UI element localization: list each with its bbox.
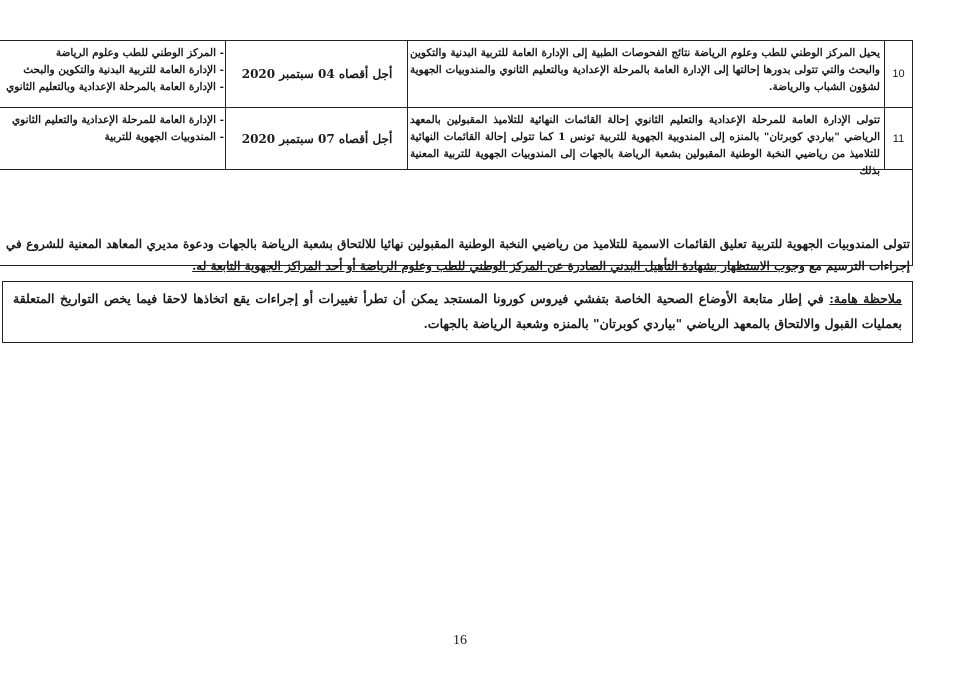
column-divider [225,41,226,107]
row-deadline: أجل أقصاه 07 سبتمبر 2020 [241,131,393,146]
table-row [0,108,913,177]
note-text: تتولى المندوبيات الجهوية للتربية تعليق القائمات الاسمية للتلاميذ من رياضيي النخبة الوطنية المقبولين نهائيا للالتحاق بشعبة الرياضة بالجهات ودعوة مديري المعاهد المعنية للشروع في إجراءات الترسيم مع [6,237,910,273]
column-divider [407,41,408,107]
entity-item: - المندوبيات الجهوية للتربية [104,131,224,143]
remark-text: في إطار متابعة الأوضاع الصحية الخاصة بتفشي فيروس كورونا المستجد يمكن أن تطرأ تغييرات أو إجراءات يقع اتخاذها لاحقا فيما يخص التواريخ المتعلقة بعمليات القبول والالتحاق بالمعهد الرياضي "بياردي كوبرتان" بالمنزه وشعبة الرياضة بالجهات. [13,291,902,331]
important-remark-box [2,281,913,343]
table-note [6,233,910,277]
note-underlined-text: وجوب الاستظهار بشهادة التأهيل البدني الصادرة عن المركز الوطني للطب وعلوم الرياضة أو أحد المراكز الجهوية التابعة له. [192,259,805,273]
remark-label: ملاحظة هامة: [829,291,902,306]
entity-item: - الإدارة العامة للتربية البدنية والتكوين والبحث [23,64,224,76]
row-description: يحيل المركز الوطني للطب وعلوم الرياضة نتائج الفحوصات الطبية إلى الإدارة العامة للتربية البدنية والتكوين والبحث والتي تتولى بدورها إحالتها إلى الإدارة العامة بالمرحلة الإعدادية وبالتعليم الثانوي والمندوبيات الجهوية لشؤون الشباب والرياضة. [410,47,880,93]
row-description: تتولى الإدارة العامة للمرحلة الإعدادية والتعليم الثانوي إحالة القائمات النهائية للتلاميذ المقبولين بالمعهد الرياضي "بياردي كوبرتان" بالمنزه إلى المندوبية الجهوية للتربية تونس 1 كما تتولى إحالة القائمات النهائية للتلاميذ من رياضيي النخبة الوطنية المقبولين بشعبة الرياضة بالجهات إلى المندوبيات الجهوية للتربية المعنية بذلك [410,114,880,177]
entity-item: - الإدارة العامة للمرحلة الإعدادية والتعليم الثانوي [11,114,224,126]
table-row [0,41,913,108]
row-entities [4,45,224,96]
page-number: 16 [453,633,467,648]
row-deadline: أجل أقصاه 04 سبتمبر 2020 [241,67,393,81]
entity-item: - المركز الوطني للطب وعلوم الرياضة [55,47,224,59]
row-number: 11 [892,132,905,145]
row-entities [4,112,224,146]
column-divider [407,108,408,169]
column-divider [225,108,226,169]
schedule-table [0,40,913,273]
entity-item: - الإدارة العامة بالمرحلة الإعدادية وبالتعليم الثانوي [6,81,224,93]
row-number: 10 [892,68,905,80]
